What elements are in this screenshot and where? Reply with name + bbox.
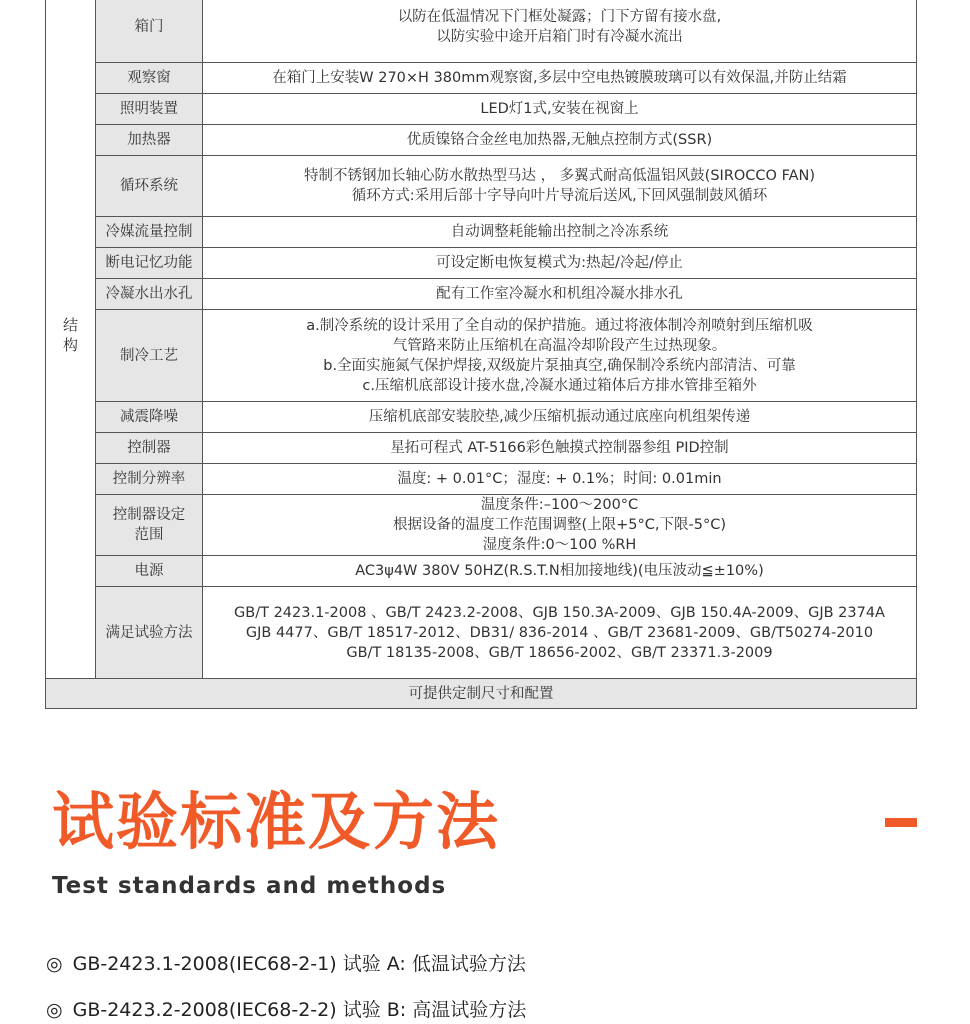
spec-value-line: 气管路来防止压缩机在高温冷却阶段产生过热现象。 xyxy=(392,337,727,354)
spec-row xyxy=(46,433,917,464)
spec-value-line: 以防实验中途开启箱门时有冷凝水流出 xyxy=(436,28,683,45)
section-accent-dash xyxy=(885,818,917,827)
group-label-char: 构 xyxy=(62,335,78,354)
standard-item xyxy=(46,950,526,978)
spec-row xyxy=(46,94,917,125)
spec-value-line: 根据设备的温度工作范围调整(上限+5°C,下限-5°C) xyxy=(392,517,726,533)
spec-value-line: AC3ψ4W 380V 50HZ(R.S.T.N相加接地线)(电压波动≦±10%) xyxy=(355,563,764,579)
spec-value-line: 特制不锈钢加长轴心防水散热型马达 ， 多翼式耐高低温铝风鼓(SIROCCO FAN) xyxy=(303,168,816,184)
footer-note: 可提供定制尺寸和配置 xyxy=(46,679,917,709)
bullet-icon: ◎ xyxy=(46,953,63,975)
spec-value xyxy=(203,0,917,63)
spec-label: 控制器 xyxy=(96,433,203,464)
spec-value-line: 压缩机底部安装胶垫,减少压缩机振动通过底座向机组架传递 xyxy=(368,409,751,425)
spec-value-line: 优质镍铬合金丝电加热器,无触点控制方式(SSR) xyxy=(406,132,713,148)
spec-value xyxy=(203,402,917,433)
spec-value xyxy=(203,433,917,464)
spec-value xyxy=(203,587,917,679)
spec-row xyxy=(46,217,917,248)
standard-item xyxy=(46,996,526,1024)
section-subtitle: Test standards and methods xyxy=(52,873,447,899)
spec-value xyxy=(203,495,917,556)
spec-label: 满足试验方法 xyxy=(96,587,203,679)
spec-row xyxy=(46,279,917,310)
spec-value xyxy=(203,464,917,495)
spec-value xyxy=(203,556,917,587)
spec-row xyxy=(46,248,917,279)
group-label-char: 结 xyxy=(62,315,78,334)
spec-row xyxy=(46,495,917,556)
spec-value-line: 湿度条件:0～100 %RH xyxy=(482,537,637,553)
spec-value-line: GB/T 18135-2008、GB/T 18656-2002、GB/T 23371.3-2009 xyxy=(346,644,773,661)
spec-value-line: 自动调整耗能输出控制之冷冻系统 xyxy=(450,224,669,240)
spec-label: 照明装置 xyxy=(96,94,203,125)
spec-value-line: a.制冷系统的设计采用了全自动的保护措施。通过将液体制冷剂喷射到压缩机吸 xyxy=(306,317,813,334)
spec-value-line: GB/T 2423.1-2008 、GB/T 2423.2-2008、GJB 150.3A-2009、GJB 150.4A-2009、GJB 2374A xyxy=(234,604,885,621)
spec-value xyxy=(203,63,917,94)
spec-label: 断电记忆功能 xyxy=(96,248,203,279)
spec-value-line: c.压缩机底部设计接水盘,冷凝水通过箱体后方排水管排至箱外 xyxy=(362,377,757,394)
spec-table xyxy=(45,0,917,709)
standard-text: GB-2423.1-2008(IEC68-2-1) 试验 A: 低温试验方法 xyxy=(72,953,526,975)
spec-value-line: b.全面实施氮气保护焊接,双级旋片泵抽真空,确保制冷系统内部清洁、可靠 xyxy=(323,357,796,374)
spec-row xyxy=(46,402,917,433)
spec-value-line: 星拓可程式 AT-5166彩色触摸式控制器参组 PID控制 xyxy=(390,440,729,456)
spec-label-line: 范围 xyxy=(134,527,164,543)
spec-label: 循环系统 xyxy=(96,156,203,217)
group-label-cell xyxy=(46,0,96,679)
spec-value-line: 温度条件:–100～200°C xyxy=(480,497,639,513)
spec-label: 电源 xyxy=(96,556,203,587)
spec-label: 箱门 xyxy=(96,0,203,63)
spec-row xyxy=(46,125,917,156)
spec-value xyxy=(203,248,917,279)
spec-label: 加热器 xyxy=(96,125,203,156)
spec-value-line: 在箱门上安装W 270×H 380mm观察窗,多层中空电热镀膜玻璃可以有效保温,并防止结霜 xyxy=(272,70,847,86)
footer-row xyxy=(46,679,917,709)
spec-value-line: GJB 4477、GB/T 18517-2012、DB31/ 836-2014 、GB/T 23681-2009、GB/T50274-2010 xyxy=(245,624,874,641)
spec-row xyxy=(46,587,917,679)
spec-value-line: 温度: + 0.01°C；湿度: + 0.1%；时间: 0.01min xyxy=(397,471,722,487)
spec-row xyxy=(46,464,917,495)
spec-row xyxy=(46,556,917,587)
spec-row xyxy=(46,310,917,402)
spec-label: 制冷工艺 xyxy=(96,310,203,402)
spec-label: 观察窗 xyxy=(96,63,203,94)
spec-value xyxy=(203,156,917,217)
spec-label: 控制分辨率 xyxy=(96,464,203,495)
spec-label: 冷凝水出水孔 xyxy=(96,279,203,310)
spec-value xyxy=(203,125,917,156)
section-title: 试验标准及方法 xyxy=(52,785,501,858)
spec-value-line: 配有工作室冷凝水和机组冷凝水排水孔 xyxy=(436,286,683,302)
spec-value-line: 循环方式:采用后部十字导向叶片导流后送风,下回风强制鼓风循环 xyxy=(351,188,768,204)
spec-value xyxy=(203,94,917,125)
spec-value-line: LED灯1式,安装在视窗上 xyxy=(480,101,639,117)
standard-text: GB-2423.2-2008(IEC68-2-2) 试验 B: 高温试验方法 xyxy=(72,999,527,1021)
spec-value xyxy=(203,217,917,248)
spec-label xyxy=(96,495,203,556)
spec-value-line: 以防在低温情况下门框处凝露；门下方留有接水盘, xyxy=(397,8,722,25)
spec-value xyxy=(203,310,917,402)
spec-value xyxy=(203,279,917,310)
spec-label-line: 控制器设定 xyxy=(112,507,186,523)
spec-row xyxy=(46,63,917,94)
spec-label: 减震降噪 xyxy=(96,402,203,433)
spec-row xyxy=(46,156,917,217)
bullet-icon: ◎ xyxy=(46,999,63,1021)
spec-row xyxy=(46,0,917,63)
spec-label: 冷媒流量控制 xyxy=(96,217,203,248)
spec-value-line: 可设定断电恢复模式为:热起/冷起/停止 xyxy=(436,255,683,271)
